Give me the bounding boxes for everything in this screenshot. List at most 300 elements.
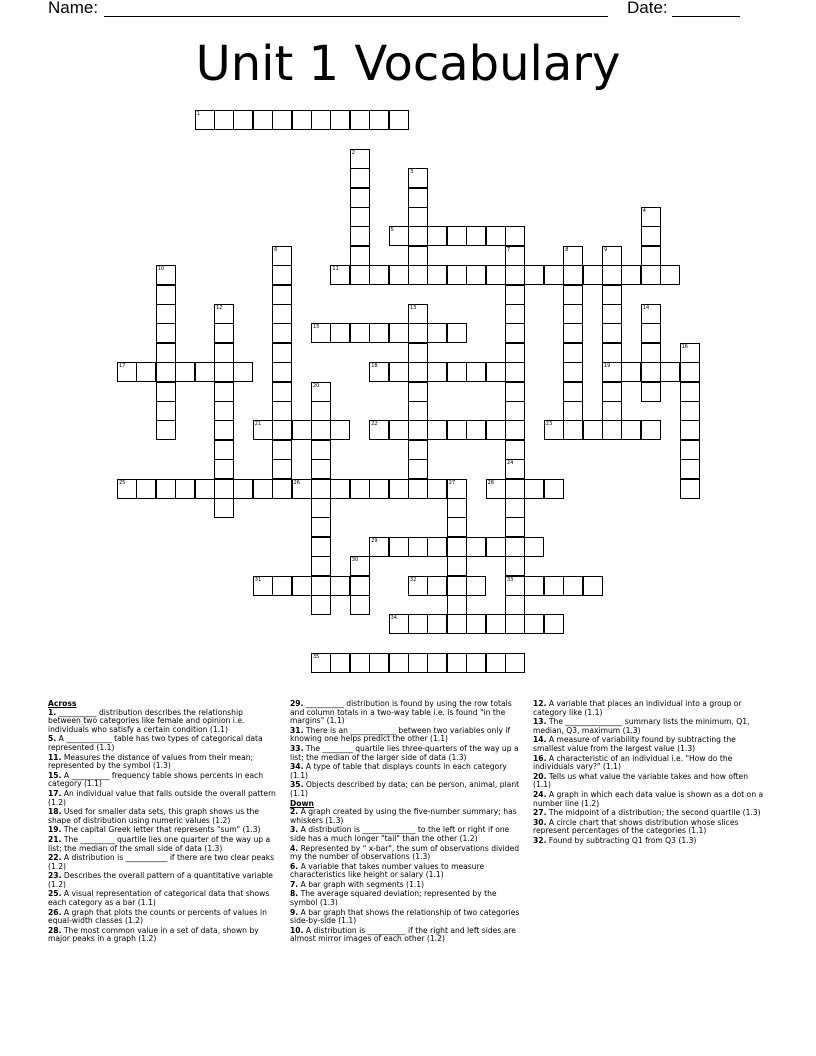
crossword-cell[interactable] xyxy=(311,420,331,440)
crossword-cell[interactable] xyxy=(389,420,409,440)
crossword-cell[interactable] xyxy=(253,576,273,596)
crossword-cell[interactable] xyxy=(369,265,389,285)
clue-item-number: 26. xyxy=(48,907,62,917)
crossword-cell[interactable] xyxy=(156,343,176,363)
crossword-cell[interactable] xyxy=(466,576,486,596)
page-title: Unit 1 Vocabulary xyxy=(195,36,621,92)
crossword-cell[interactable] xyxy=(408,246,428,266)
clue-number: 23 xyxy=(545,421,553,428)
crossword-cell[interactable] xyxy=(563,382,583,402)
clue-item-number: 33. xyxy=(290,743,304,753)
crossword-cell[interactable] xyxy=(427,362,447,382)
crossword-cell[interactable] xyxy=(486,479,506,499)
clue-item xyxy=(533,718,765,735)
crossword-cell[interactable] xyxy=(505,556,525,576)
crossword-cell[interactable] xyxy=(272,440,292,460)
crossword-cell[interactable] xyxy=(272,110,292,130)
crossword-cell[interactable] xyxy=(505,576,525,596)
crossword-cell[interactable] xyxy=(330,576,350,596)
crossword-cell[interactable] xyxy=(408,614,428,634)
crossword-cell[interactable] xyxy=(680,382,700,402)
crossword-cell[interactable] xyxy=(641,207,661,227)
clue-item xyxy=(48,709,278,735)
crossword-cell[interactable] xyxy=(156,382,176,402)
clue-number: 29 xyxy=(371,537,378,544)
clue-number: 18 xyxy=(371,363,378,370)
crossword-cell[interactable] xyxy=(680,479,700,499)
crossword-cell[interactable] xyxy=(311,401,331,421)
crossword-cell[interactable] xyxy=(330,265,350,285)
crossword-cell[interactable] xyxy=(505,285,525,305)
crossword-cell[interactable] xyxy=(447,517,467,537)
crossword-cell[interactable] xyxy=(505,343,525,363)
clue-item xyxy=(290,845,522,862)
crossword-cell[interactable] xyxy=(427,420,447,440)
crossword-cell[interactable] xyxy=(408,226,428,246)
crossword-cell[interactable] xyxy=(156,479,176,499)
crossword-cell[interactable] xyxy=(350,226,370,246)
crossword-cell[interactable] xyxy=(389,362,409,382)
crossword-cell[interactable] xyxy=(466,653,486,673)
crossword-cell[interactable] xyxy=(408,362,428,382)
crossword-cell[interactable] xyxy=(272,323,292,343)
crossword-cell[interactable] xyxy=(563,362,583,382)
clue-item xyxy=(533,700,765,717)
crossword-cell[interactable] xyxy=(447,479,467,499)
crossword-cell[interactable] xyxy=(524,576,544,596)
crossword-cell[interactable] xyxy=(350,265,370,285)
crossword-cell[interactable] xyxy=(330,653,350,673)
crossword-cell[interactable] xyxy=(447,323,467,343)
crossword-cell[interactable] xyxy=(563,576,583,596)
crossword-cell[interactable] xyxy=(408,207,428,227)
crossword-cell[interactable] xyxy=(311,479,331,499)
crossword-cell[interactable] xyxy=(641,362,661,382)
crossword-cell[interactable] xyxy=(350,188,370,208)
clue-item xyxy=(48,854,278,871)
crossword-cell[interactable] xyxy=(350,110,370,130)
crossword-cell[interactable] xyxy=(214,110,234,130)
crossword-cell[interactable] xyxy=(544,576,564,596)
crossword-cell[interactable] xyxy=(486,226,506,246)
crossword-cell[interactable] xyxy=(311,498,331,518)
crossword-cell[interactable] xyxy=(427,479,447,499)
clue-item xyxy=(48,735,278,752)
crossword-cell[interactable] xyxy=(602,420,622,440)
crossword-cell[interactable] xyxy=(350,207,370,227)
crossword-cell[interactable] xyxy=(253,110,273,130)
crossword-cell[interactable] xyxy=(156,265,176,285)
crossword-cell[interactable] xyxy=(447,362,467,382)
crossword-cell[interactable] xyxy=(447,556,467,576)
crossword-cell[interactable] xyxy=(311,595,331,615)
crossword-cell[interactable] xyxy=(544,420,564,440)
crossword-cell[interactable] xyxy=(408,420,428,440)
crossword-cell[interactable] xyxy=(563,420,583,440)
clue-item-number: 35. xyxy=(290,780,304,790)
clue-item-number: 34. xyxy=(290,762,304,772)
crossword-cell[interactable] xyxy=(136,362,156,382)
crossword-cell[interactable] xyxy=(602,285,622,305)
crossword-cell[interactable] xyxy=(233,110,253,130)
clue-item-text: The _________ quartile lies one quarter of the way up a list; the median of the small side of data (1.3) xyxy=(48,834,271,853)
crossword-cell[interactable] xyxy=(505,653,525,673)
crossword-cell[interactable] xyxy=(369,420,389,440)
crossword-cell[interactable] xyxy=(214,479,234,499)
crossword-cell[interactable] xyxy=(563,246,583,266)
crossword-cell[interactable] xyxy=(660,362,680,382)
crossword-cell[interactable] xyxy=(330,479,350,499)
crossword-cell[interactable] xyxy=(311,110,331,130)
crossword-cell[interactable] xyxy=(253,479,273,499)
crossword-cell[interactable] xyxy=(156,362,176,382)
crossword-cell[interactable] xyxy=(563,343,583,363)
crossword-cell[interactable] xyxy=(408,479,428,499)
crossword-cell[interactable] xyxy=(195,110,215,130)
crossword-cell[interactable] xyxy=(524,537,544,557)
crossword-cell[interactable] xyxy=(466,537,486,557)
crossword-cell[interactable] xyxy=(350,556,370,576)
crossword-cell[interactable] xyxy=(447,595,467,615)
clue-item xyxy=(290,808,522,825)
crossword-cell[interactable] xyxy=(447,653,467,673)
crossword-cell[interactable] xyxy=(408,323,428,343)
crossword-cell[interactable] xyxy=(427,653,447,673)
crossword-cell[interactable] xyxy=(272,459,292,479)
crossword-cell[interactable] xyxy=(272,420,292,440)
crossword-cell[interactable] xyxy=(505,382,525,402)
crossword-cell[interactable] xyxy=(389,653,409,673)
crossword-cell[interactable] xyxy=(660,265,680,285)
crossword-cell[interactable] xyxy=(175,362,195,382)
crossword-cell[interactable] xyxy=(311,459,331,479)
crossword-cell[interactable] xyxy=(272,285,292,305)
crossword-cell[interactable] xyxy=(369,362,389,382)
crossword-cell[interactable] xyxy=(641,304,661,324)
crossword-cell[interactable] xyxy=(408,440,428,460)
crossword-cell[interactable] xyxy=(486,653,506,673)
crossword-cell[interactable] xyxy=(447,614,467,634)
crossword-cell[interactable] xyxy=(641,246,661,266)
crossword-cell[interactable] xyxy=(389,479,409,499)
crossword-cell[interactable] xyxy=(641,323,661,343)
crossword-cell[interactable] xyxy=(311,653,331,673)
crossword-cell[interactable] xyxy=(136,479,156,499)
crossword-cell[interactable] xyxy=(408,265,428,285)
clue-item xyxy=(533,773,765,790)
clue-item-text: A graph created by using the five-number summary; has whiskers (1.3) xyxy=(290,807,517,825)
crossword-cell[interactable] xyxy=(505,401,525,421)
crossword-cell[interactable] xyxy=(447,226,467,246)
clue-item-text: Measures the distance of values from their mean; represented by the symbol (1.3) xyxy=(48,752,254,771)
crossword-cell[interactable] xyxy=(272,343,292,363)
clue-item-number: 6. xyxy=(290,861,299,871)
clue-item xyxy=(290,826,522,843)
crossword-cell[interactable] xyxy=(311,537,331,557)
crossword-cell[interactable] xyxy=(505,614,525,634)
crossword-cell[interactable] xyxy=(292,479,312,499)
crossword-cell[interactable] xyxy=(544,614,564,634)
crossword-cell[interactable] xyxy=(486,420,506,440)
crossword-cell[interactable] xyxy=(369,110,389,130)
crossword-cell[interactable] xyxy=(389,226,409,246)
crossword-cell[interactable] xyxy=(505,246,525,266)
crossword-cell[interactable] xyxy=(369,323,389,343)
crossword-cell[interactable] xyxy=(408,188,428,208)
crossword-cell[interactable] xyxy=(156,323,176,343)
crossword-cell[interactable] xyxy=(408,304,428,324)
crossword-cell[interactable] xyxy=(369,653,389,673)
clue-item-number: 17. xyxy=(48,788,62,798)
clue-item-text: A graph that plots the counts or percents of values in equal-width classes (1.2) xyxy=(48,907,267,926)
crossword-cell[interactable] xyxy=(602,362,622,382)
crossword-cell[interactable] xyxy=(486,614,506,634)
crossword-cell[interactable] xyxy=(214,498,234,518)
crossword-cell[interactable] xyxy=(311,323,331,343)
clue-item-number: 11. xyxy=(48,752,62,762)
crossword-cell[interactable] xyxy=(641,226,661,246)
crossword-cell[interactable] xyxy=(524,265,544,285)
crossword-cell[interactable] xyxy=(447,498,467,518)
crossword-cell[interactable] xyxy=(408,401,428,421)
clue-column-middle xyxy=(290,700,522,945)
crossword-cell[interactable] xyxy=(233,479,253,499)
crossword-cell[interactable] xyxy=(505,362,525,382)
crossword-cell[interactable] xyxy=(408,168,428,188)
crossword-cell[interactable] xyxy=(602,401,622,421)
crossword-cell[interactable] xyxy=(350,595,370,615)
across-heading: Across xyxy=(48,699,77,708)
crossword-cell[interactable] xyxy=(272,362,292,382)
crossword-cell[interactable] xyxy=(350,576,370,596)
crossword-cell[interactable] xyxy=(195,479,215,499)
crossword-cell[interactable] xyxy=(583,420,603,440)
crossword-cell[interactable] xyxy=(680,401,700,421)
crossword-cell[interactable] xyxy=(350,149,370,169)
crossword-cell[interactable] xyxy=(369,537,389,557)
crossword-cell[interactable] xyxy=(427,537,447,557)
crossword-cell[interactable] xyxy=(350,246,370,266)
crossword-cell[interactable] xyxy=(621,420,641,440)
clue-item xyxy=(290,745,522,762)
crossword-cell[interactable] xyxy=(156,401,176,421)
crossword-cell[interactable] xyxy=(583,265,603,285)
crossword-cell[interactable] xyxy=(447,420,467,440)
crossword-cell[interactable] xyxy=(272,265,292,285)
crossword-cell[interactable] xyxy=(466,226,486,246)
clue-item xyxy=(290,727,522,744)
crossword-cell[interactable] xyxy=(272,401,292,421)
crossword-cell[interactable] xyxy=(486,362,506,382)
clue-item-number: 3. xyxy=(290,825,299,835)
crossword-cell[interactable] xyxy=(350,168,370,188)
crossword-cell[interactable] xyxy=(641,420,661,440)
crossword-cell[interactable] xyxy=(544,265,564,285)
crossword-cell[interactable] xyxy=(408,343,428,363)
crossword-cell[interactable] xyxy=(602,246,622,266)
crossword-cell[interactable] xyxy=(466,265,486,285)
crossword-cell[interactable] xyxy=(272,382,292,402)
crossword-cell[interactable] xyxy=(447,537,467,557)
crossword-cell[interactable] xyxy=(466,362,486,382)
crossword-cell[interactable] xyxy=(389,265,409,285)
crossword-cell[interactable] xyxy=(602,323,622,343)
crossword-cell[interactable] xyxy=(486,265,506,285)
crossword-cell[interactable] xyxy=(330,110,350,130)
crossword-cell[interactable] xyxy=(563,323,583,343)
crossword-cell[interactable] xyxy=(311,556,331,576)
crossword-cell[interactable] xyxy=(408,576,428,596)
crossword-cell[interactable] xyxy=(505,595,525,615)
crossword-cell[interactable] xyxy=(427,576,447,596)
crossword-cell[interactable] xyxy=(311,517,331,537)
clue-number: 10 xyxy=(157,266,165,273)
crossword-cell[interactable] xyxy=(641,343,661,363)
crossword-cell[interactable] xyxy=(350,479,370,499)
crossword-cell[interactable] xyxy=(292,110,312,130)
crossword-cell[interactable] xyxy=(641,382,661,402)
crossword-cell[interactable] xyxy=(466,420,486,440)
crossword-cell[interactable] xyxy=(524,479,544,499)
crossword-cell[interactable] xyxy=(680,459,700,479)
crossword-cell[interactable] xyxy=(427,614,447,634)
crossword-cell[interactable] xyxy=(292,420,312,440)
crossword-cell[interactable] xyxy=(466,614,486,634)
crossword-cell[interactable] xyxy=(505,323,525,343)
crossword-cell[interactable] xyxy=(505,537,525,557)
crossword-cell[interactable] xyxy=(389,614,409,634)
crossword-cell[interactable] xyxy=(311,440,331,460)
crossword-cell[interactable] xyxy=(214,440,234,460)
crossword-cell[interactable] xyxy=(408,653,428,673)
clue-item-text: The most common value in a set of data, shown by major peaks in a graph (1.2) xyxy=(48,925,259,944)
clue-number: 27 xyxy=(448,479,456,486)
crossword-cell[interactable] xyxy=(563,285,583,305)
crossword-cell[interactable] xyxy=(602,343,622,363)
clue-item xyxy=(290,863,522,880)
crossword-cell[interactable] xyxy=(427,226,447,246)
crossword-cell[interactable] xyxy=(117,362,137,382)
crossword-cell[interactable] xyxy=(408,537,428,557)
crossword-cell[interactable] xyxy=(641,265,661,285)
crossword-cell[interactable] xyxy=(486,537,506,557)
clue-item-number: 21. xyxy=(48,834,62,844)
clue-item-number: 18. xyxy=(48,807,62,817)
crossword-cell[interactable] xyxy=(563,304,583,324)
clue-item-text: A visual representation of categorical data that shows each category as a bar (1.1) xyxy=(48,889,270,908)
crossword-cell[interactable] xyxy=(156,285,176,305)
crossword-cell[interactable] xyxy=(214,362,234,382)
crossword-cell[interactable] xyxy=(583,576,603,596)
crossword-cell[interactable] xyxy=(214,459,234,479)
crossword-cell[interactable] xyxy=(621,265,641,285)
crossword-cell[interactable] xyxy=(427,323,447,343)
crossword-cell[interactable] xyxy=(408,459,428,479)
crossword-cell[interactable] xyxy=(389,110,409,130)
crossword-cell[interactable] xyxy=(563,265,583,285)
crossword-cell[interactable] xyxy=(272,246,292,266)
crossword-cell[interactable] xyxy=(195,362,215,382)
clue-item xyxy=(48,909,278,926)
crossword-cell[interactable] xyxy=(233,362,253,382)
crossword-cell[interactable] xyxy=(330,323,350,343)
crossword-cell[interactable] xyxy=(447,576,467,596)
crossword-cell[interactable] xyxy=(544,479,564,499)
clue-number: 15 xyxy=(313,324,320,331)
crossword-cell[interactable] xyxy=(175,479,195,499)
crossword-cell[interactable] xyxy=(680,440,700,460)
crossword-cell[interactable] xyxy=(311,576,331,596)
crossword-cell[interactable] xyxy=(311,382,331,402)
crossword-cell[interactable] xyxy=(272,304,292,324)
crossword-cell[interactable] xyxy=(389,323,409,343)
clue-number: 6 xyxy=(274,246,278,253)
crossword-cell[interactable] xyxy=(117,479,137,499)
crossword-cell[interactable] xyxy=(602,304,622,324)
crossword-cell[interactable] xyxy=(602,382,622,402)
crossword-cell[interactable] xyxy=(214,323,234,343)
clue-item-number: 24. xyxy=(533,789,547,799)
clue-item-text: Tells us what value the variable takes and how often (1.1) xyxy=(533,771,749,790)
clue-number: 8 xyxy=(565,246,569,253)
clue-item xyxy=(290,890,522,907)
crossword-cell[interactable] xyxy=(505,265,525,285)
crossword-cell[interactable] xyxy=(272,576,292,596)
crossword-cell[interactable] xyxy=(505,479,525,499)
clue-item-text: A bar graph that shows the relationship of two categories side-by-side (1.1) xyxy=(290,907,520,926)
crossword-cell[interactable] xyxy=(505,226,525,246)
crossword-cell[interactable] xyxy=(330,420,350,440)
crossword-cell[interactable] xyxy=(214,304,234,324)
crossword-cell[interactable] xyxy=(350,653,370,673)
clue-item-number: 8. xyxy=(290,889,299,899)
crossword-cell[interactable] xyxy=(427,265,447,285)
clue-item-number: 4. xyxy=(290,843,299,853)
crossword-cell[interactable] xyxy=(214,343,234,363)
crossword-cell[interactable] xyxy=(214,382,234,402)
crossword-cell[interactable] xyxy=(680,420,700,440)
clue-item-number: 19. xyxy=(48,825,62,835)
crossword-cell[interactable] xyxy=(505,420,525,440)
crossword-cell[interactable] xyxy=(505,498,525,518)
crossword-cell[interactable] xyxy=(156,304,176,324)
clue-item xyxy=(533,837,765,846)
crossword-cell[interactable] xyxy=(350,323,370,343)
crossword-cell[interactable] xyxy=(214,420,234,440)
crossword-cell[interactable] xyxy=(563,401,583,421)
crossword-cell[interactable] xyxy=(272,479,292,499)
crossword-cell[interactable] xyxy=(505,440,525,460)
crossword-cell[interactable] xyxy=(292,576,312,596)
crossword-cell[interactable] xyxy=(447,265,467,285)
crossword-cell[interactable] xyxy=(621,362,641,382)
crossword-cell[interactable] xyxy=(505,517,525,537)
crossword-cell[interactable] xyxy=(156,420,176,440)
crossword-cell[interactable] xyxy=(680,343,700,363)
crossword-cell[interactable] xyxy=(408,382,428,402)
crossword-cell[interactable] xyxy=(253,420,273,440)
clue-item-text: Objects described by data; can be person, animal, plant (1.1) xyxy=(290,780,520,798)
crossword-cell[interactable] xyxy=(389,537,409,557)
crossword-cell[interactable] xyxy=(602,265,622,285)
crossword-cell[interactable] xyxy=(369,479,389,499)
crossword-cell[interactable] xyxy=(524,614,544,634)
crossword-cell[interactable] xyxy=(214,401,234,421)
clue-item xyxy=(290,700,522,726)
crossword-cell[interactable] xyxy=(680,362,700,382)
crossword-cell[interactable] xyxy=(505,459,525,479)
crossword-cell[interactable] xyxy=(505,304,525,324)
